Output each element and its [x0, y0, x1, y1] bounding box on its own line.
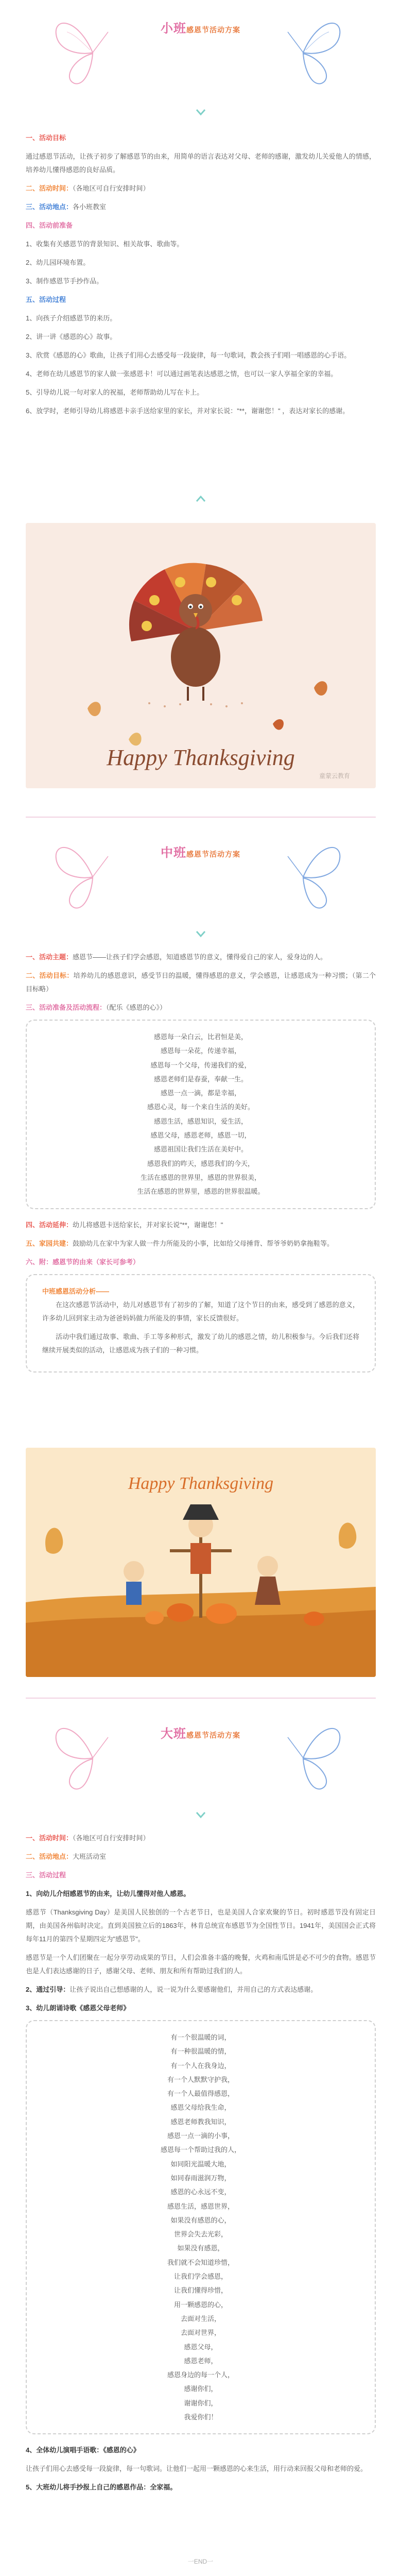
story-box	[26, 1274, 376, 1372]
thanksgiving-turkey-image	[26, 523, 376, 788]
paragraph-label: 三、活动过程	[26, 1871, 66, 1879]
paragraph	[26, 275, 376, 288]
turkey-illustration	[26, 523, 376, 788]
paragraph-label: 四、活动延伸：	[26, 1221, 73, 1229]
story-paragraph: 活动中我们通过故事、歌曲、手工等多种形式，激发了幼儿的感恩之情，幼儿积极参与。今后我们还将继续开展类似的活动，让感恩成为孩子们的一种习惯。	[42, 1332, 359, 1354]
poem-line: 感恩身边的每一个人，	[167, 2371, 234, 2379]
paragraph	[26, 367, 376, 381]
poem-line: 感恩生活，感恩世界，	[167, 2202, 234, 2210]
paragraph	[26, 2462, 376, 2476]
paragraph	[26, 404, 376, 418]
happy-thanksgiving-text: Happy Thanksgiving	[128, 1474, 274, 1493]
section-divider	[26, 1698, 376, 1699]
paragraph-text: 各小班教室	[73, 203, 107, 211]
paragraph	[26, 312, 376, 325]
poem-line: 感恩心灵，每一个来自生活的美好。	[147, 1103, 254, 1111]
poem-line: 用一颗感恩的心，	[173, 2300, 228, 2309]
title-rest: 感恩节活动方案	[186, 26, 240, 34]
chevron-down-icon	[195, 108, 206, 116]
paragraph	[26, 182, 376, 195]
paragraph-text: 让孩子们用心去感受每一段旋律，每一句歌词。让他们一起用一颗感恩的心来生活，用行动来回报父母和老师的爱。	[26, 2465, 368, 2473]
paragraph	[26, 1832, 376, 1845]
poem-line: 谢谢你们，	[184, 2399, 218, 2407]
paragraph-label: 四、活动前准备	[26, 222, 73, 229]
paragraph-text: 2、幼儿园环境布置。	[26, 259, 90, 266]
poem-line: 让我们学会感恩，	[173, 2273, 228, 2281]
poem-line: 感恩每一朵白云，比君恒是美，	[153, 1033, 248, 1041]
paragraph	[26, 2002, 376, 2015]
happy-thanksgiving-text: Happy Thanksgiving	[107, 745, 295, 770]
paragraph	[26, 131, 376, 145]
paragraph-text: 通过感恩节活动，让孩子初步了解感恩节的由来，用简单的语言表达对父母、老师的感谢，激发幼儿关爱他人的情感，培养幼儿懂得感恩的良好品质。	[26, 152, 376, 174]
paragraph-label: 2、通过引导：	[26, 1986, 70, 1993]
poem-line: 感恩我们的昨天，感恩我们的今天，	[147, 1159, 254, 1167]
poem-line: 感恩的心永远不变，	[170, 2188, 231, 2196]
paragraph-text: 幼儿将感恩卡送给家长，并对家长说"**，谢谢您！"	[73, 1221, 223, 1229]
poem-line: 感恩祖国让我们生活在美好中。	[153, 1145, 248, 1154]
paragraph-label: 三、活动准备及活动流程：	[26, 1004, 107, 1011]
paragraph-label: 六、附：感恩节的由来（家长可参考）	[26, 1258, 140, 1266]
poem-line: 有一个人默默守护我，	[167, 2075, 234, 2083]
paragraph-label: 3、幼儿朗诵诗歌《感恩父母老师》	[26, 2004, 130, 2012]
section-title	[0, 1722, 401, 1747]
story-paragraph: 在这次感恩节活动中，幼儿对感恩节有了初步的了解，知道了这个节日的由来，感受到了感恩的意义，许多幼儿回到家主动为爸爸妈妈做力所能及的事情，家长反馈很好。	[42, 1300, 359, 1322]
paragraph-text: （配乐《感恩的心》）	[106, 1004, 167, 1011]
scarecrow-illustration	[26, 1448, 376, 1677]
paragraph	[26, 1850, 376, 1863]
poem-line: 如同阳光温暖大地，	[170, 2160, 231, 2168]
paragraph-label: 二、活动时间：	[26, 184, 73, 192]
chevron-down-icon	[195, 1811, 206, 1819]
paragraph	[26, 150, 376, 177]
paragraph	[26, 330, 376, 344]
section-title	[0, 841, 401, 866]
paragraph	[26, 2444, 376, 2457]
paragraph-label: 二、活动地点：	[26, 1853, 73, 1860]
poem-line: 有一个人在我身边，	[170, 2061, 231, 2070]
paragraph	[26, 1951, 376, 1978]
section-divider	[26, 817, 376, 818]
section-header	[0, 824, 401, 922]
poem-box	[26, 1020, 376, 1209]
poem-line: 有一个人最值得感恩，	[167, 2090, 234, 2098]
paragraph-text: 感恩节是一个人们团聚在一起分享劳动成果的节日，人们会准备丰盛的晚餐，火鸡和南瓜饼是必不可少的食物。感恩节也是人们表达感谢的日子，感谢父母、老师、朋友和所有帮助过我们的人。	[26, 1954, 376, 1975]
paragraph	[26, 219, 376, 232]
poem-line: 去面对生活，	[180, 2314, 221, 2323]
paragraph	[26, 969, 376, 996]
poem-line: 感恩父母，	[184, 2343, 218, 2351]
paragraph-text: （各地区可自行安排时间）	[73, 184, 150, 192]
section-header	[0, 1705, 401, 1803]
poem-line: 有一种很温暖的情，	[170, 2047, 231, 2056]
paragraph-text: 3、欣赏《感恩的心》歌曲，让孩子们用心去感受每一段旋律，每一句歌词，教会孩子们唱一唱感恩的心手语。	[26, 351, 351, 359]
paragraph-text: 感恩节（Thanksgiving Day）是美国人民独创的一个古老节日，也是美国人合家欢聚的节日。初时感恩节没有固定日期，由美国各州临时决定。直到美国独立后的1863年，林肯总统宣布感恩节为全国性节日。1941年，美国国会正式将每年11月的第四个星期四定为"感恩节"。	[26, 1908, 376, 1943]
paragraph-text: 6、放学时，老师引导幼儿将感恩卡亲手送给家里的家长，并对家长说："**，谢谢您！" ，表达对家长的感谢。	[26, 407, 350, 415]
section-body	[26, 951, 376, 1382]
paragraph	[26, 293, 376, 307]
paragraph-text: 2、讲一讲《感恩的心》故事。	[26, 333, 117, 341]
poem-line: 我爱你们！	[184, 2413, 218, 2421]
paragraph	[26, 1256, 376, 1269]
paragraph-text: 1、向孩子介绍感恩节的来历。	[26, 314, 117, 322]
chevron-up-icon	[195, 495, 206, 503]
paragraph	[26, 2481, 376, 2494]
poem-line: 感恩一点一滴，都是幸福，	[160, 1089, 241, 1097]
section-small-class	[0, 0, 401, 779]
paragraph-text: 4、老师在幼儿感恩节的家人做一张感恩卡！可以通过画笔表达感恩之情，也可以一家人享福全家的幸福。	[26, 370, 338, 378]
poem-box	[26, 2020, 376, 2434]
poem-line: 感恩生活，感恩知识，爱生活，	[153, 1117, 248, 1125]
paragraph	[26, 1237, 376, 1250]
paragraph-label: 五、家园共建：	[26, 1239, 73, 1247]
poem-line: 有一个很温暖的词，	[170, 2033, 231, 2041]
paragraph	[26, 238, 376, 251]
poem-line: 感谢你们，	[184, 2385, 218, 2393]
paragraph	[26, 1001, 376, 1014]
poem-line: 生活在感恩的世界里，感恩的世界很温暖。	[137, 1188, 265, 1196]
paragraph	[26, 1983, 376, 1996]
paragraph-text: 让孩子说出自己想感谢的人，说一说为什么要感谢他们，并用自己的方式表达感谢。	[69, 1986, 318, 1993]
poem-line: 让我们懂得珍惜，	[173, 2286, 228, 2295]
title-rest: 感恩节活动方案	[186, 1731, 240, 1739]
section-middle-class	[0, 824, 401, 1493]
paragraph-text: 5、引导幼儿说一句对家人的祝福，老师帮助幼儿写在卡上。	[26, 388, 204, 396]
section-large-class	[0, 1705, 401, 2492]
poem-line: 如果没有感恩，	[177, 2244, 224, 2252]
paragraph	[26, 200, 376, 214]
paragraph	[26, 386, 376, 399]
title-rest: 感恩节活动方案	[186, 850, 240, 858]
paragraph-label: 三、活动地点：	[26, 203, 73, 211]
poem-line: 感恩每一个父母，传递我们的爱，	[150, 1061, 251, 1069]
paragraph-label: 一、活动主题：	[26, 953, 73, 961]
section-title	[0, 16, 401, 41]
paragraph	[26, 1906, 376, 1946]
paragraph-text: 培养幼儿的感恩意识，感受节日的温暖，懂得感恩的意义，学会感恩，让感恩成为一种习惯；（第二个目标略）	[26, 972, 376, 993]
poem-line: 生活在感恩的世界里，感恩的世界很美，	[140, 1173, 261, 1181]
paragraph-label: 1、向幼儿介绍感恩节的由来，让幼儿懂得对他人感恩。	[26, 1890, 190, 1897]
poem-line: 去面对世界，	[180, 2329, 221, 2337]
title-accent: 小班	[161, 22, 186, 36]
paragraph-text: 鼓励幼儿在家中为家人做一件力所能及的小事，比如给父母捶背、帮爷爷奶奶拿拖鞋等。	[73, 1239, 334, 1247]
poem-line: 感恩每一朵花，传递幸福，	[160, 1047, 241, 1055]
paragraph	[26, 951, 376, 964]
paragraph-label: 一、活动时间：	[26, 1834, 73, 1842]
page-footer: 一END一	[187, 2558, 214, 2565]
paragraph-text: 大班活动室	[73, 1853, 107, 1860]
paragraph	[26, 1887, 376, 1901]
poem-line: 感恩老师们是春蚕，奉献一生。	[153, 1075, 248, 1083]
paragraph	[26, 256, 376, 269]
poem-line: 感恩每一个帮助过我的人，	[160, 2146, 241, 2154]
paragraph-text: 感恩节——让孩子们学会感恩，知道感恩节的意义，懂得爱自己的家人，爱身边的人。	[73, 953, 327, 961]
story-title: 中班感恩活动分析——	[42, 1287, 110, 1295]
thanksgiving-scarecrow-image	[26, 1448, 376, 1677]
paragraph	[26, 1218, 376, 1232]
paragraph-label: 二、活动目标：	[26, 972, 74, 979]
paragraph-label: 5、大班幼儿将手抄报上自己的感恩作品：全家福。	[26, 2483, 177, 2492]
title-accent: 大班	[161, 1727, 186, 1741]
paragraph-label: 一、活动目标	[26, 134, 66, 142]
paragraph-label: 4、全体幼儿演唱手语歌：《感恩的心》	[26, 2446, 140, 2454]
paragraph-text: （各地区可自行安排时间）	[73, 1834, 150, 1842]
poem-line: 感恩一点一滴的小事，	[167, 2132, 234, 2140]
title-accent: 中班	[161, 846, 186, 860]
poem-line: 感恩父母，感恩老师，感恩一切，	[150, 1131, 251, 1140]
poem-line: 世界会失去光彩，	[173, 2230, 228, 2239]
section-header	[0, 0, 401, 98]
paragraph-text: 3、制作感恩节手抄作品。	[26, 277, 103, 285]
paragraph-text: 1、收集有关感恩节的背景知识、相关故事、歌曲等。	[26, 240, 184, 248]
poem-line: 我们就不会知道珍惜，	[167, 2258, 234, 2266]
paragraph	[26, 349, 376, 362]
section-body	[26, 131, 376, 423]
poem-line: 如同春雨滋润万物，	[170, 2174, 231, 2182]
section-body	[26, 1832, 376, 2499]
poem-line: 感恩父母给我生命，	[170, 2104, 231, 2112]
poem-line: 感恩老师，	[184, 2357, 218, 2365]
paragraph	[26, 1869, 376, 1882]
poem-line: 感恩老师教我知识，	[170, 2117, 231, 2126]
chevron-down-icon	[195, 930, 206, 938]
poem-line: 如果没有感恩的心，	[170, 2216, 231, 2224]
image-watermark: 童蒙云教育	[319, 772, 351, 779]
paragraph-label: 五、活动过程	[26, 296, 66, 303]
